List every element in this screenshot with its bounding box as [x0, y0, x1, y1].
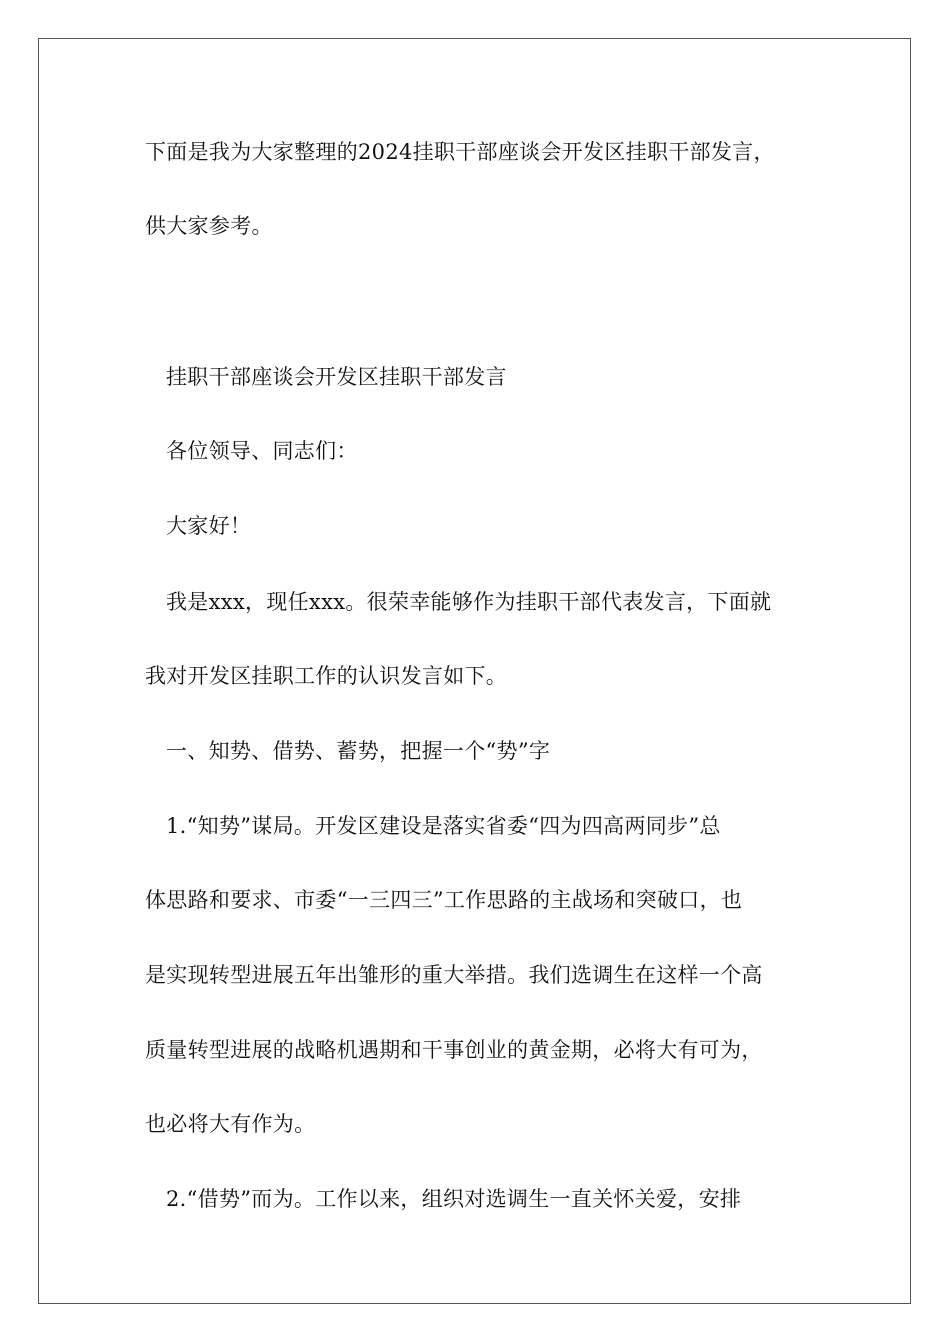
paragraph-1-line-5: 也必将大有作为。: [145, 1112, 316, 1136]
intro-line-1: 下面是我为大家整理的2024挂职干部座谈会开发区挂职干部发言，: [145, 140, 775, 164]
paragraph-1-line-1: 1.“知势”谋局。开发区建设是落实省委“四为四高两同步”总: [166, 814, 721, 838]
paragraph-1-line-2: 体思路和要求、市委“一三四三”工作思路的主战场和突破口，也: [145, 888, 743, 912]
intro-line-2: 供大家参考。: [145, 214, 273, 238]
paragraph-1-line-3: 是实现转型进展五年出雏形的重大举措。我们选调生在这样一个高: [145, 963, 763, 987]
paragraph-intro-line-2: 我对开发区挂职工作的认识发言如下。: [145, 664, 508, 688]
paragraph-1-line-4: 质量转型进展的战略机遇期和干事创业的黄金期，必将大有可为，: [145, 1038, 763, 1062]
salutation: 各位领导、同志们：: [166, 439, 358, 463]
speech-title: 挂职干部座谈会开发区挂职干部发言: [166, 365, 507, 389]
paragraph-intro-line-1: 我是xxx，现任xxx。很荣幸能够作为挂职干部代表发言，下面就: [166, 590, 772, 614]
paragraph-2-line-1: 2.“借势”而为。工作以来，组织对选调生一直关怀关爱，安排: [166, 1187, 742, 1211]
greeting: 大家好！: [166, 514, 252, 538]
section-heading-1: 一、知势、借势、蓄势，把握一个“势”字: [166, 739, 551, 763]
